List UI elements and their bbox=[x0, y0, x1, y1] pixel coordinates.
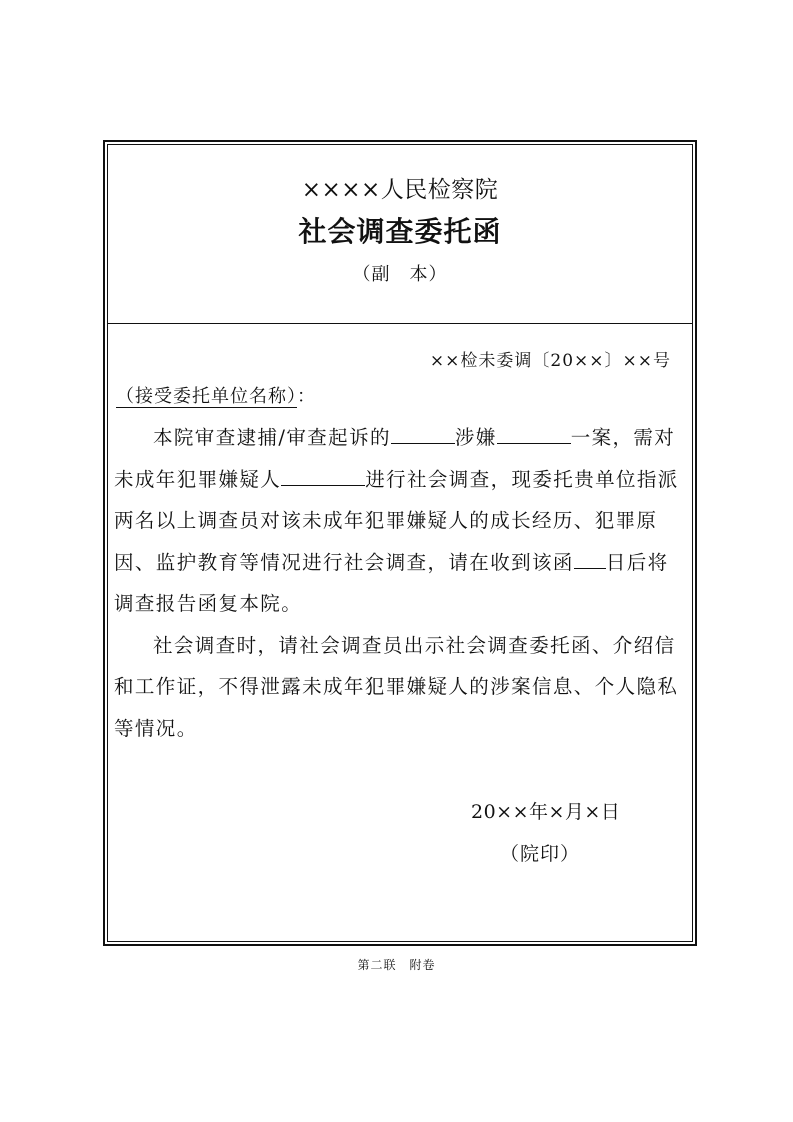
p1-text-2: 涉嫌 bbox=[454, 426, 497, 449]
document-title: 社会调查委托函 bbox=[298, 215, 502, 248]
suspect-name-blank[interactable] bbox=[281, 464, 365, 485]
p1-text-1: 本院审查逮捕/审查起诉的 bbox=[153, 426, 391, 449]
paragraph-1 bbox=[114, 417, 686, 625]
header-divider bbox=[107, 323, 693, 324]
recipient-line bbox=[116, 382, 316, 408]
case-type-blank[interactable] bbox=[391, 423, 455, 444]
paragraph-2: 社会调查时，请社会调查员出示社会调查委托函、介绍信和工作证，不得泄露未成年犯罪嫌疑人的涉案信息、个人隐私等情况。 bbox=[114, 633, 679, 740]
recipient-colon: ： bbox=[297, 386, 316, 407]
days-blank[interactable] bbox=[574, 547, 606, 568]
page-footer: 第二联 附卷 bbox=[357, 958, 436, 972]
charge-blank[interactable] bbox=[497, 423, 571, 444]
p1-text-5: 日后将调查报告函复本院。 bbox=[114, 550, 669, 615]
court-seal: （院印） bbox=[500, 843, 581, 865]
letter-body bbox=[114, 417, 686, 749]
court-name: ××××人民检察院 bbox=[301, 177, 499, 203]
p1-text-3: 一案，需对未成年犯罪嫌疑人 bbox=[114, 426, 676, 491]
signature-date: 20××年×月×日 bbox=[471, 801, 621, 823]
recipient-name: （接受委托单位名称） bbox=[116, 386, 297, 407]
copy-label: （副 本） bbox=[352, 264, 448, 285]
document-number: ××检未委调〔20××〕××号 bbox=[429, 351, 671, 371]
p1-text-4: 进行社会调查，现委托贵单位指派两名以上调查员对该未成年犯罪嫌疑人的成长经历、犯罪原因、监护教育等情况进行社会调查，请在收到该函 bbox=[114, 467, 679, 574]
